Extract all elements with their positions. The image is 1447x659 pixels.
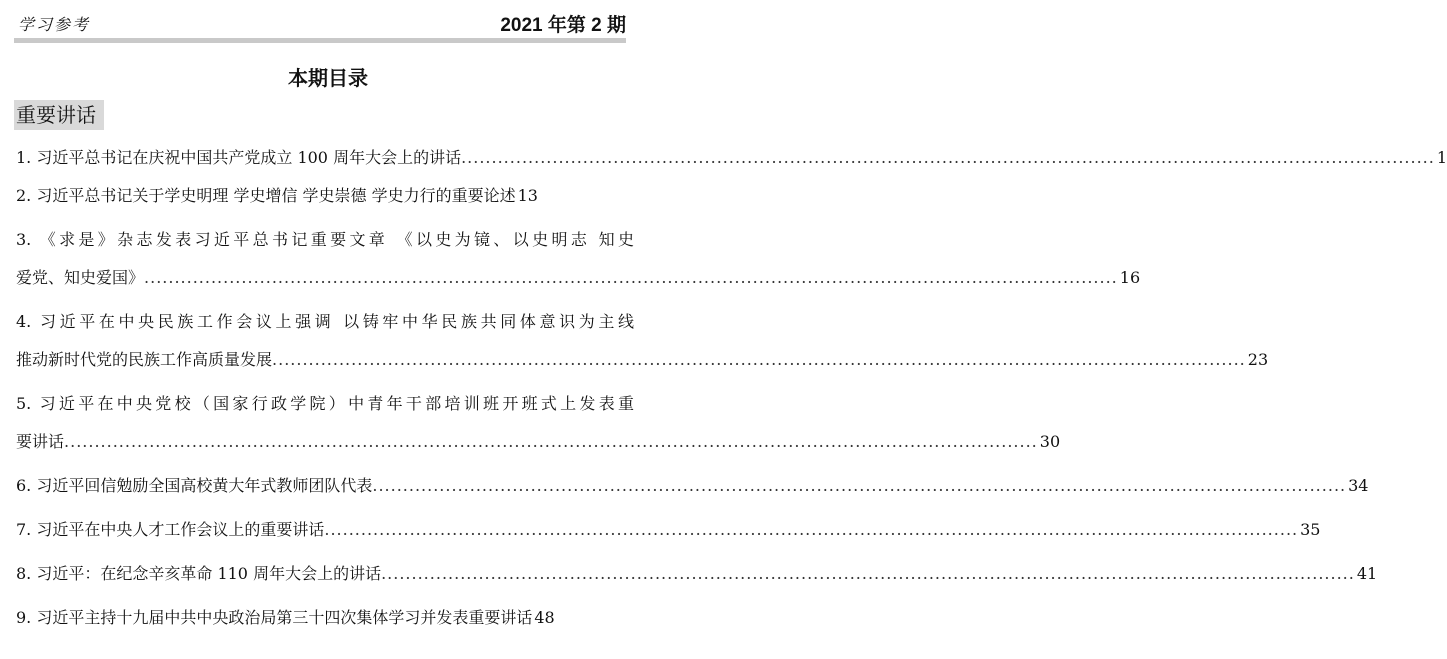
toc-entry-title: 2. 习近平总书记关于学史明理 学史增信 学史崇德 学史力行的重要论述 — [16, 186, 516, 205]
toc-entry-title-cont: 爱党、知史爱国》 — [16, 268, 145, 287]
toc-entry-page: 23 — [1247, 350, 1269, 369]
toc-entry-page: 35 — [1300, 520, 1321, 539]
toc-entry-title: 7. 习近平在中央人才工作会议上的重要讲话 — [16, 520, 325, 539]
toc-entry-page: 41 — [1356, 564, 1378, 583]
issue-number: 2021 年第 2 期 — [500, 15, 626, 36]
leader-dots — [372, 467, 1346, 505]
toc-entry[interactable] — [16, 177, 634, 215]
toc-entry-title-cont: 要讲话 — [16, 432, 65, 451]
leader-dots — [144, 259, 1118, 297]
toc-entry-title: 1. 习近平总书记在庆祝中国共产党成立 100 周年大会上的讲话 — [16, 148, 462, 167]
toc-entry[interactable] — [16, 511, 1321, 549]
toc-entry-page: 1 — [1436, 148, 1447, 167]
toc-entry-title: 8. 习近平：在纪念辛亥革命 110 周年大会上的讲话 — [16, 564, 382, 583]
leader-dots — [324, 511, 1298, 549]
toc-entry-title: 9. 习近平主持十九届中共中央政治局第三十四次集体学习并发表重要讲话 — [16, 608, 533, 627]
toc-entry[interactable] — [16, 385, 1061, 461]
leader-dots — [461, 139, 1435, 177]
toc-entry[interactable] — [16, 599, 634, 637]
toc-entry[interactable] — [16, 139, 1447, 177]
toc-entry-page: 30 — [1039, 432, 1061, 451]
toc-entry-page: 13 — [517, 186, 538, 205]
toc-entry-title: 6. 习近平回信勉励全国高校黄大年式教师团队代表 — [16, 476, 373, 495]
leader-dots — [272, 341, 1246, 379]
toc-entry-page: 34 — [1348, 476, 1369, 495]
toc-title: 本期目录 — [288, 66, 368, 90]
leader-dots — [64, 423, 1038, 461]
header-rule — [14, 38, 626, 43]
toc-entry[interactable] — [16, 467, 1369, 505]
toc-entry[interactable] — [16, 221, 1141, 297]
toc-list — [16, 139, 1447, 637]
toc-entry-title: 5. 习近平在中央党校（国家行政学院）中青年干部培训班开班式上发表重 — [16, 394, 634, 413]
toc-entry-page: 48 — [534, 608, 555, 627]
running-header — [14, 8, 642, 36]
toc-entry[interactable] — [16, 303, 1269, 379]
toc-entry-page: 16 — [1119, 268, 1141, 287]
section-label: 重要讲话 — [14, 100, 104, 130]
toc-entry-title: 4. 习近平在中央民族工作会议上强调 以铸牢中华民族共同体意识为主线 — [16, 312, 634, 331]
toc-entry[interactable] — [16, 555, 1378, 593]
toc-entry-title-cont: 推动新时代党的民族工作高质量发展 — [16, 350, 273, 369]
publication-name: 学习参考 — [18, 15, 91, 34]
toc-entry-title: 3. 《求是》杂志发表习近平总书记重要文章 《以史为镜、以史明志 知史 — [16, 230, 634, 249]
leader-dots — [381, 555, 1355, 593]
